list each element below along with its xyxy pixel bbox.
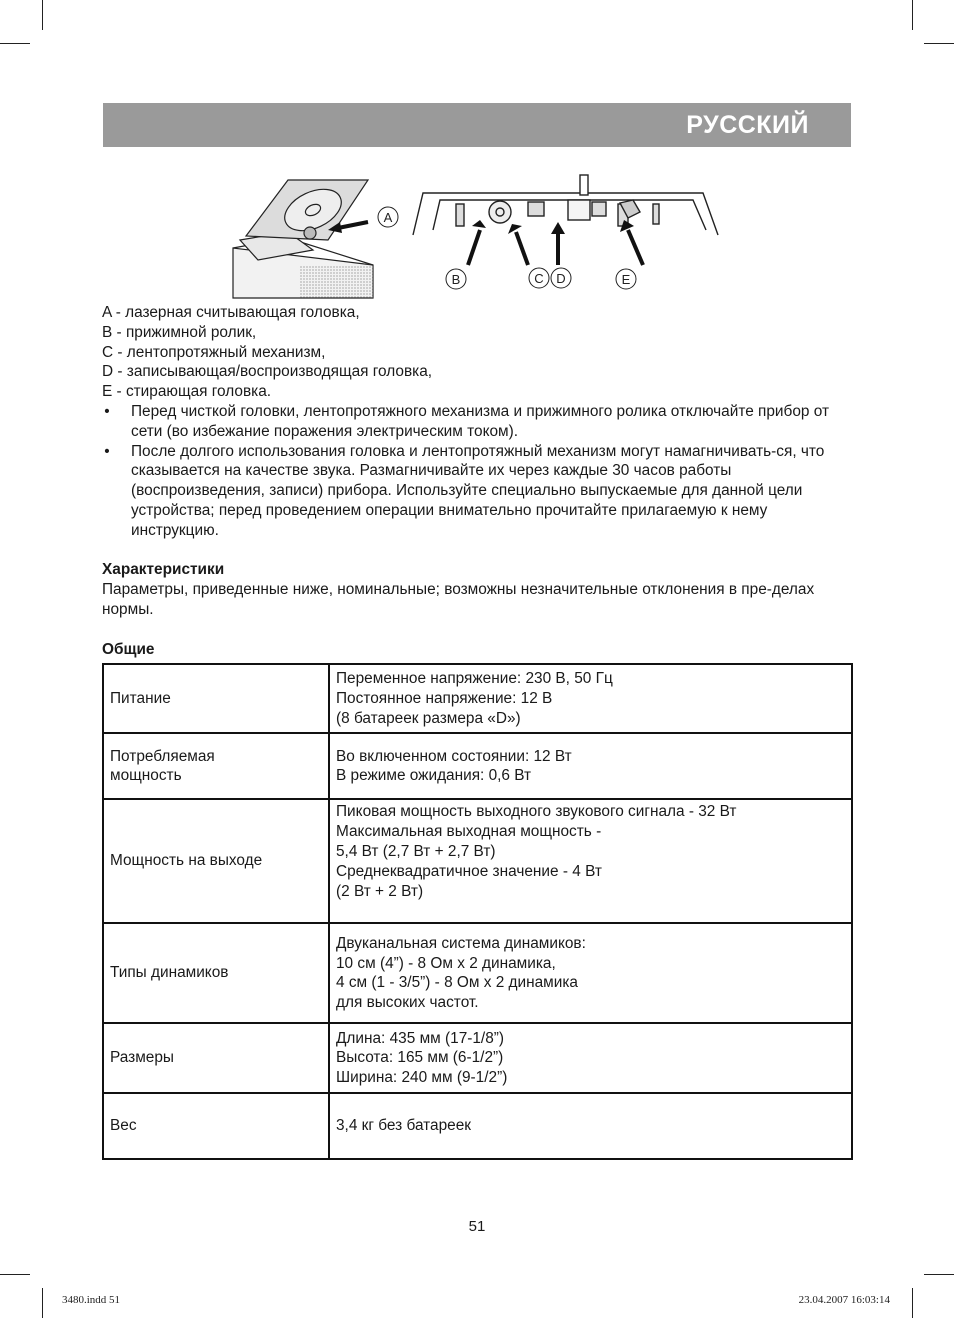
spec-value xyxy=(329,733,852,799)
cd-player-drawing xyxy=(233,180,373,298)
datetime-slug: 23.04.2007 16:03:14 xyxy=(798,1294,890,1306)
spec-line: Максимальная выходная мощность - xyxy=(336,823,602,841)
spacer xyxy=(102,541,852,561)
bullet-item xyxy=(102,402,852,442)
crop-mark xyxy=(912,1288,913,1318)
legend-item: A - лазерная считывающая головка, xyxy=(102,304,360,321)
bullet-dot: • xyxy=(104,442,110,460)
crop-mark xyxy=(42,1288,43,1318)
spec-line: для высоких частот. xyxy=(336,994,479,1012)
crop-mark xyxy=(0,1274,30,1275)
legend-item: C - лентопротяжный механизм, xyxy=(102,343,326,361)
spec-line: Постоянное напряжение: 12 В xyxy=(336,689,553,707)
file-slug: 3480.indd 51 xyxy=(62,1294,121,1306)
arrow-a xyxy=(338,222,368,228)
label-e: E xyxy=(621,272,631,287)
spec-key: Мощность на выходе xyxy=(103,799,329,923)
table-row xyxy=(103,799,852,923)
spec-line: 10 см (4”) - 8 Ом х 2 динамика, xyxy=(336,954,556,972)
spec-line: Во включенном состоянии: 12 Вт xyxy=(336,747,572,765)
language-header-bar xyxy=(103,103,851,147)
table-row xyxy=(103,664,852,733)
bullet-dot: • xyxy=(104,402,110,420)
crop-mark xyxy=(924,1274,954,1275)
label-b: B xyxy=(451,272,461,287)
spec-key-text: Потребляемая мощность xyxy=(110,747,215,785)
specs-table xyxy=(102,663,853,1160)
spec-value xyxy=(329,1093,852,1159)
general-title: Общие xyxy=(102,640,155,658)
spec-line: Среднеквадратичное значение - 4 Вт xyxy=(336,862,602,880)
bullet-item xyxy=(102,442,852,541)
spacer xyxy=(102,620,852,640)
crop-mark xyxy=(912,0,913,30)
spec-line: 4 см (1 - 3/5”) - 8 Ом х 2 динамика xyxy=(336,974,578,992)
table-row xyxy=(103,1023,852,1093)
spec-line: Высота: 165 мм (6-1/2”) xyxy=(336,1049,504,1067)
spec-key xyxy=(103,733,329,799)
spec-line: Переменное напряжение: 230 В, 50 Гц xyxy=(336,670,613,687)
language-title: РУССКИЙ xyxy=(686,111,809,139)
spec-key: Вес xyxy=(103,1093,329,1159)
spec-key: Типы динамиков xyxy=(103,923,329,1023)
crop-mark xyxy=(42,0,43,30)
spec-line: 3,4 кг без батареек xyxy=(336,1117,472,1135)
spec-value xyxy=(329,1023,852,1093)
specs-intro: Параметры, приведенные ниже, номинальные; возможны незначительные отклонения в пре-делах нормы. xyxy=(102,581,815,618)
spec-line: Длина: 435 мм (17-1/8”) xyxy=(336,1029,505,1047)
legend-item: B - прижимной ролик, xyxy=(102,323,257,341)
spec-value xyxy=(329,664,852,733)
label-a: A xyxy=(383,210,393,225)
spec-line: Ширина: 240 мм (9-1/2”) xyxy=(336,1069,508,1087)
pointer-arrows xyxy=(468,220,643,265)
crop-mark xyxy=(924,43,954,44)
spec-key: Питание xyxy=(103,664,329,733)
crop-mark xyxy=(0,43,30,44)
spec-line: 5,4 Вт (2,7 Вт + 2,7 Вт) xyxy=(336,842,496,860)
table-row xyxy=(103,1093,852,1159)
table-row xyxy=(103,733,852,799)
spec-line: В режиме ожидания: 0,6 Вт xyxy=(336,767,532,785)
legend-item: E - стирающая головка. xyxy=(102,383,272,401)
spec-line: (8 батареек размера «D») xyxy=(336,709,521,727)
cleaning-illustration xyxy=(228,170,728,300)
legend-item: D - записывающая/воспроизводящая головка, xyxy=(102,363,433,381)
spec-line: Пиковая мощность выходного звукового сигнала - 32 Вт xyxy=(336,803,737,821)
spec-value xyxy=(329,799,852,923)
label-c: C xyxy=(534,271,544,286)
page-number: 51 xyxy=(468,1218,486,1235)
spec-line: Двуканальная система динамиков: xyxy=(336,934,586,952)
spec-value xyxy=(329,923,852,1023)
cassette-mechanism-drawing xyxy=(413,175,718,235)
spec-key: Размеры xyxy=(103,1023,329,1093)
bullet-text: После долгого использования головка и лентопротяжный механизм могут намагничивать-ся, что сказывается на качестве звука. Размагничивайте их через каждые 30 часов работы (воспроизведения, записи) прибора. Используйте специально выпускаемые для данной цели устройства; перед проведением операции внимательно прочитайте прилагаемую к нему инструкцию. xyxy=(131,442,825,539)
specs-title: Характеристики xyxy=(102,561,225,579)
main-text xyxy=(102,303,852,659)
spec-line: (2 Вт + 2 Вт) xyxy=(336,882,424,900)
bullet-text: Перед чисткой головки, лентопротяжного механизма и прижимного ролика отключайте прибор от сети (во избежание поражения электрическим током). xyxy=(131,402,830,440)
label-d: D xyxy=(556,271,566,286)
table-row xyxy=(103,923,852,1023)
